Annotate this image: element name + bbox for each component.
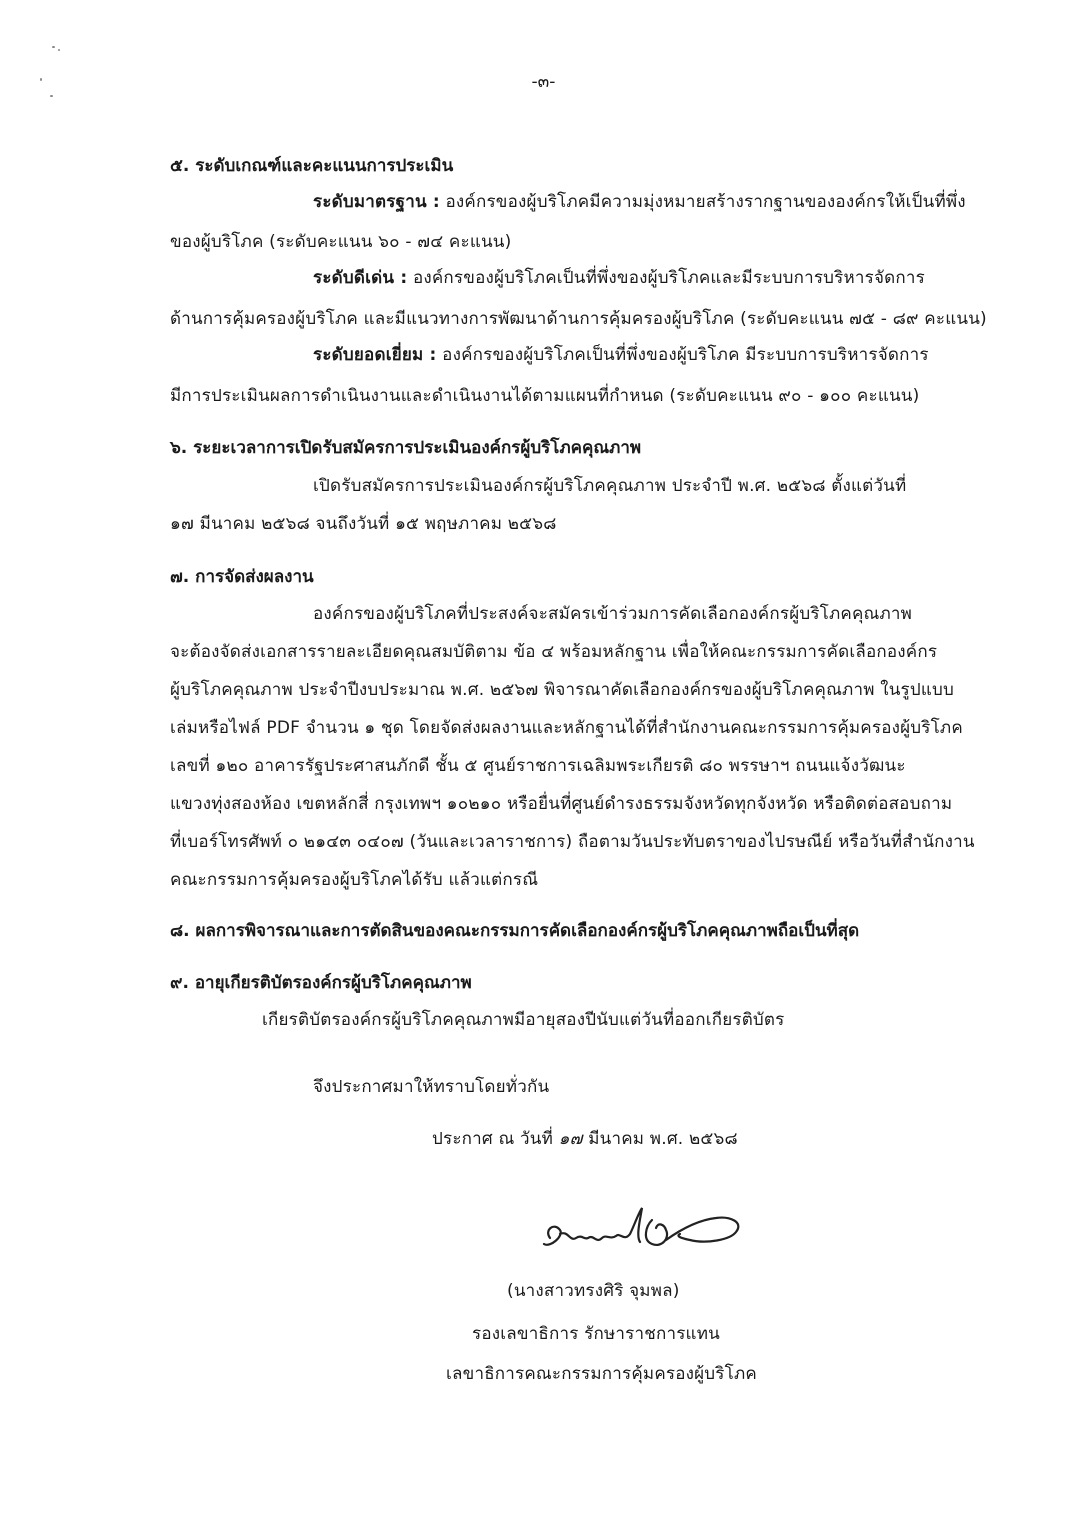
standard-level-label: ระดับมาตรฐาน :: [313, 192, 440, 212]
section-6-heading: ๖. ระยะเวลาการเปิดรับสมัครการประเมินองค์กรผู้บริโภคคุณภาพ: [170, 438, 642, 458]
section-6-line1: เปิดรับสมัครการประเมินองค์กรผู้บริโภคคุณภาพ ประจำปี พ.ศ. ๒๕๖๘ ตั้งแต่วันที่: [313, 476, 907, 496]
announcement-date: [432, 1125, 738, 1152]
section-5-standard-line2: ของผู้บริโภค (ระดับคะแนน ๖๐ - ๗๔ คะแนน): [170, 232, 512, 252]
section-6-line2: ๑๗ มีนาคม ๒๕๖๘ จนถึงวันที่ ๑๕ พฤษภาคม ๒๕๖๘: [170, 514, 557, 534]
section-7-line: องค์กรของผู้บริโภคที่ประสงค์จะสมัครเข้าร่วมการคัดเลือกองค์กรผู้บริโภคคุณภาพ: [313, 604, 913, 624]
outstanding-level-label: ระดับยอดเยี่ยม :: [313, 345, 437, 365]
section-5-excellent-line2: ด้านการคุ้มครองผู้บริโภค และมีแนวทางการพัฒนาด้านการคุ้มครองผู้บริโภค (ระดับคะแนน ๗๕ - ๘๙ คะแนน): [170, 309, 987, 329]
date-prefix: ประกาศ ณ วันที่: [432, 1129, 554, 1149]
section-5-outstanding-line1: [313, 341, 929, 368]
scan-speck: [50, 95, 53, 97]
date-day-handwritten: ๑๗: [558, 1129, 583, 1149]
section-5-standard-line1: [313, 188, 966, 215]
signatory-position-1: รองเลขาธิการ รักษาราชการแทน: [472, 1324, 720, 1344]
section-7-line: เล่มหรือไฟล์ PDF จำนวน ๑ ชุด โดยจัดส่งผลงานและหลักฐานได้ที่สำนักงานคณะกรรมการคุ้มครองผู้บริโภค: [170, 718, 963, 738]
outstanding-level-text: องค์กรของผู้บริโภคเป็นที่พึ่งของผู้บริโภค มีระบบการบริหารจัดการ: [442, 345, 929, 365]
section-7-heading: ๗. การจัดส่งผลงาน: [170, 567, 314, 587]
section-7-line: ผู้บริโภคคุณภาพ ประจำปีงบประมาณ พ.ศ. ๒๕๖๗ พิจารณาคัดเลือกองค์กรของผู้บริโภคคุณภาพ ในรูปแบบ: [170, 680, 955, 700]
scan-speck: [58, 49, 60, 51]
section-5-heading: ๕. ระดับเกณฑ์และคะแนนการประเมิน: [170, 156, 454, 176]
section-8-heading: ๘. ผลการพิจารณาและการตัดสินของคณะกรรมการคัดเลือกองค์กรผู้บริโภคคุณภาพถือเป็นที่สุด: [170, 921, 860, 941]
section-7-line: แขวงทุ่งสองห้อง เขตหลักสี่ กรุงเทพฯ ๑๐๒๑๐ หรือยื่นที่ศูนย์ดำรงธรรมจังหวัดทุกจังหวัด หรือติดต่อสอบถาม: [170, 794, 953, 814]
section-7-line: ที่เบอร์โทรศัพท์ ๐ ๒๑๔๓ ๐๔๐๗ (วันและเวลาราชการ) ถือตามวันประทับตราของไปรษณีย์ หรือวันที่สำนักงาน: [170, 832, 975, 852]
standard-level-text: องค์กรของผู้บริโภคมีความมุ่งหมายสร้างรากฐานขององค์กรให้เป็นที่พึ่ง: [445, 192, 966, 212]
section-7-line: คณะกรรมการคุ้มครองผู้บริโภคได้รับ แล้วแต่กรณี: [170, 870, 539, 890]
section-7-line: เลขที่ ๑๒๐ อาคารรัฐประศาสนภักดี ชั้น ๕ ศูนย์ราชการเฉลิมพระเกียรติ ๘๐ พรรษาฯ ถนนแจ้งวัฒนะ: [170, 756, 906, 776]
scan-speck: [52, 46, 55, 48]
page-number: -๓-: [531, 72, 556, 92]
signatory-position-2: เลขาธิการคณะกรรมการคุ้มครองผู้บริโภค: [446, 1364, 757, 1384]
section-5-outstanding-line2: มีการประเมินผลการดำเนินงานและดำเนินงานได้ตามแผนที่กำหนด (ระดับคะแนน ๙๐ - ๑๐๐ คะแนน): [170, 386, 920, 406]
announcement-closing: จึงประกาศมาให้ทราบโดยทั่วกัน: [313, 1077, 550, 1097]
section-7-line: จะต้องจัดส่งเอกสารรายละเอียดคุณสมบัติตาม ข้อ ๔ พร้อมหลักฐาน เพื่อให้คณะกรรมการคัดเลือกองค์กร: [170, 642, 938, 662]
excellent-level-text: องค์กรของผู้บริโภคเป็นที่พึ่งของผู้บริโภคและมีระบบการบริหารจัดการ: [412, 268, 925, 288]
date-month-year: มีนาคม พ.ศ. ๒๕๖๘: [588, 1129, 738, 1149]
section-9-heading: ๙. อายุเกียรติบัตรองค์กรผู้บริโภคคุณภาพ: [170, 973, 472, 993]
excellent-level-label: ระดับดีเด่น :: [313, 268, 408, 288]
section-9-line1: เกียรติบัตรองค์กรผู้บริโภคคุณภาพมีอายุสองปีนับแต่วันที่ออกเกียรติบัตร: [262, 1010, 785, 1030]
handwritten-signature: [530, 1200, 770, 1280]
section-5-excellent-line1: [313, 264, 925, 291]
signatory-name: (นางสาวทรงศิริ จุมพล): [507, 1281, 680, 1301]
